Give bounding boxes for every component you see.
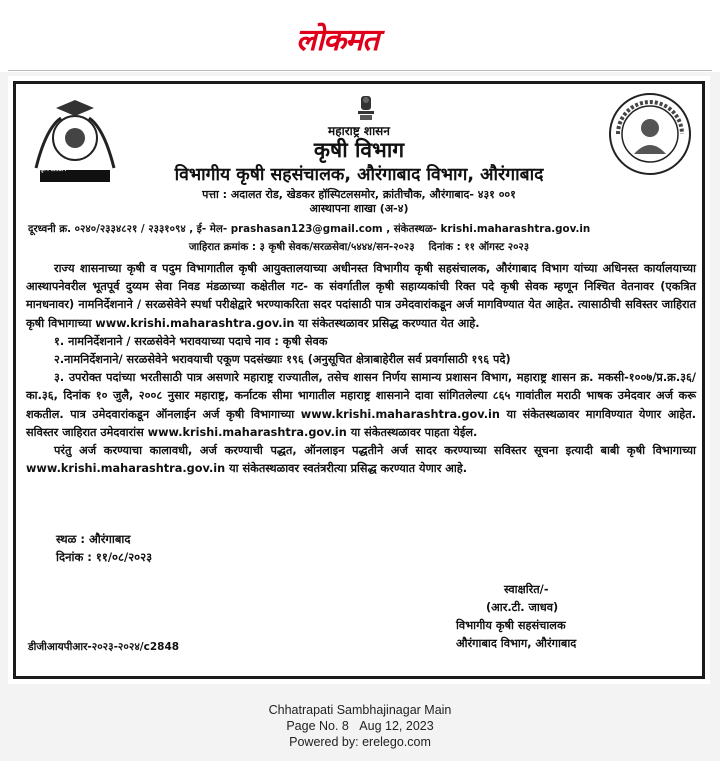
paragraph-instructions: परंतु अर्ज करण्याचा कालावधी, अर्ज करण्याची पद्धत, ऑनलाइन पद्धतीने अर्ज सादर करण्याच्या सविस्तर सूचना इत्यादी बाबी कृषी विभागाच्या www.krishi.maharashtra.gov.in या संकेतस्थळावर स्वतंत्ररीत्या प्रसिद्ध करण्यात येणार आहे. [26, 444, 696, 476]
edition-name: Chhatrapati Sambhajinagar Main [268, 703, 452, 717]
page-number: Page No. 8 [286, 719, 349, 733]
signatory-designation: विभागीय कृषी सहसंचालक [456, 619, 566, 632]
publish-date: Aug 12, 2023 [359, 719, 434, 733]
newspaper-masthead [0, 0, 720, 72]
list-item-post-count: २.नामनिर्देशनाने/ सरळसेवेने भरावयाची एकूण पदसंख्याः १९६ (अनुसूचित क्षेत्राबाहेरील सर्व प्रवर्गासाठी १९६ पदे) [54, 353, 511, 367]
page-info [0, 718, 720, 734]
advertisement-reference [16, 240, 702, 254]
signatory-name: (आर.टी. जाधव) [486, 601, 559, 614]
notice-place: स्थळ : औरंगाबाद [56, 532, 131, 546]
divider [8, 70, 712, 71]
notice-date: दिनांक : ११/०८/२०२३ [56, 550, 153, 564]
powered-by: Powered by: erelego.com [289, 735, 431, 749]
signatory-office: औरंगाबाद विभाग, औरंगाबाद [456, 637, 577, 650]
paragraph-intro: राज्य शासनाच्या कृषी व पदुम विभागातील कृषी आयुक्तालयाच्या अधीनस्त विभागीय कृषी सहसंचालक, औरंगाबाद विभाग यांच्या अधिनस्त कार्यालयाच्या आस्थापनेवरील भूतपूर्व दुय्यम सेवा निवड मंडळाच्या कक्षेतील गट- क संवर्गातील कृषी सहाय्यकांची रिक्त पदे कृषी सेवक म्हणून निश्चित वेतनावर (एकत्रित मानधनावर) नामनिर्देशनाने / सरळसेवेने स्पर्धा परीक्षेद्वारे भरण्याकरिता सदर पदांसाठी पात्र उमेदवारांकडून अर्ज मागविण्यात येत आहेत. त्यासाठीची सविस्तर जाहिरात कृषी विभागाच्या www.krishi.maharashtra.gov.in या संकेतस्थळावर प्रसिद्ध करण्यात येत आहे. [26, 262, 696, 330]
department-name: कृषी विभाग [313, 138, 405, 162]
lokmat-logo: लोकमत [296, 23, 379, 58]
branch-name: आस्थापना शाखा (अ-४) [309, 202, 409, 215]
notice-body [26, 260, 696, 478]
emblem-caption: कृषि प्रतिष्ठान [40, 167, 67, 173]
advt-number: जाहिरात क्रमांक : ३ कृषी सेवक/सरळसेवा/५४४४/सन-२०२३ [188, 241, 415, 253]
office-name: विभागीय कृषी सहसंचालक, औरंगाबाद विभाग, औरंगाबाद [174, 165, 544, 185]
emblem-of-india-icon [354, 92, 378, 122]
government-name: महाराष्ट्र शासन [328, 124, 390, 138]
signature-signed: स्वाक्षरित/- [504, 583, 549, 596]
advertisement-clipping [8, 76, 710, 684]
advt-date: दिनांक : ११ ऑगस्ट २०२३ [428, 241, 530, 253]
list-item-post-name: १. नामनिर्देशनाने / सरळसेवेने भरावयाच्या पदाचे नाव : कृषी सेवक [54, 334, 328, 348]
release-code: डीजीआयपीआर-२०२३-२०२४/c2848 [28, 641, 180, 653]
page-footer [0, 702, 720, 750]
office-address: पत्ता : अदालत रोड, खेडकर हॉस्पिटलसमोर, क्रांतीचौक, औरंगाबाद- ४३१ ००१ [202, 188, 516, 201]
notice-box [13, 81, 705, 679]
signature-block [456, 581, 656, 653]
contact-line: दूरध्वनी क्र. ०२४०/२३३४८२१ / २३३१०९४ , ई- मेल- prashasan123@gmail.com , संकेतस्थळ- krishi.maharashtra.gov.in [28, 223, 591, 235]
list-item-eligibility: ३. उपरोक्त पदांच्या भरतीसाठी पात्र असणारे महाराष्ट्र राज्यातील, तसेच शासन निर्णय सामान्य प्रशासन विभाग, महाराष्ट्र शासन क्र. मकसी-१००७/प्र.क्र.३६/का.३६, दिनांक १० जुलै, २००८ नुसार महाराष्ट्र, कर्नाटक सीमा भागातील महाराष्ट्र शासनाने दावा सांगितलेल्या ८६५ गावांतील मराठी भाषक उमेदवार अर्ज करू शकतील. पात्र उमेदवारांकडून ऑनलाईन अर्ज कृषी विभागाच्या www.krishi.maharashtra.gov.in या संकेतस्थळावर मागविण्यात येणार आहेत. सविस्तर जाहिरात उमेदवारांस www.krishi.maharashtra.gov.in या संकेतस्थळावर पाहता येईल. [26, 371, 696, 439]
